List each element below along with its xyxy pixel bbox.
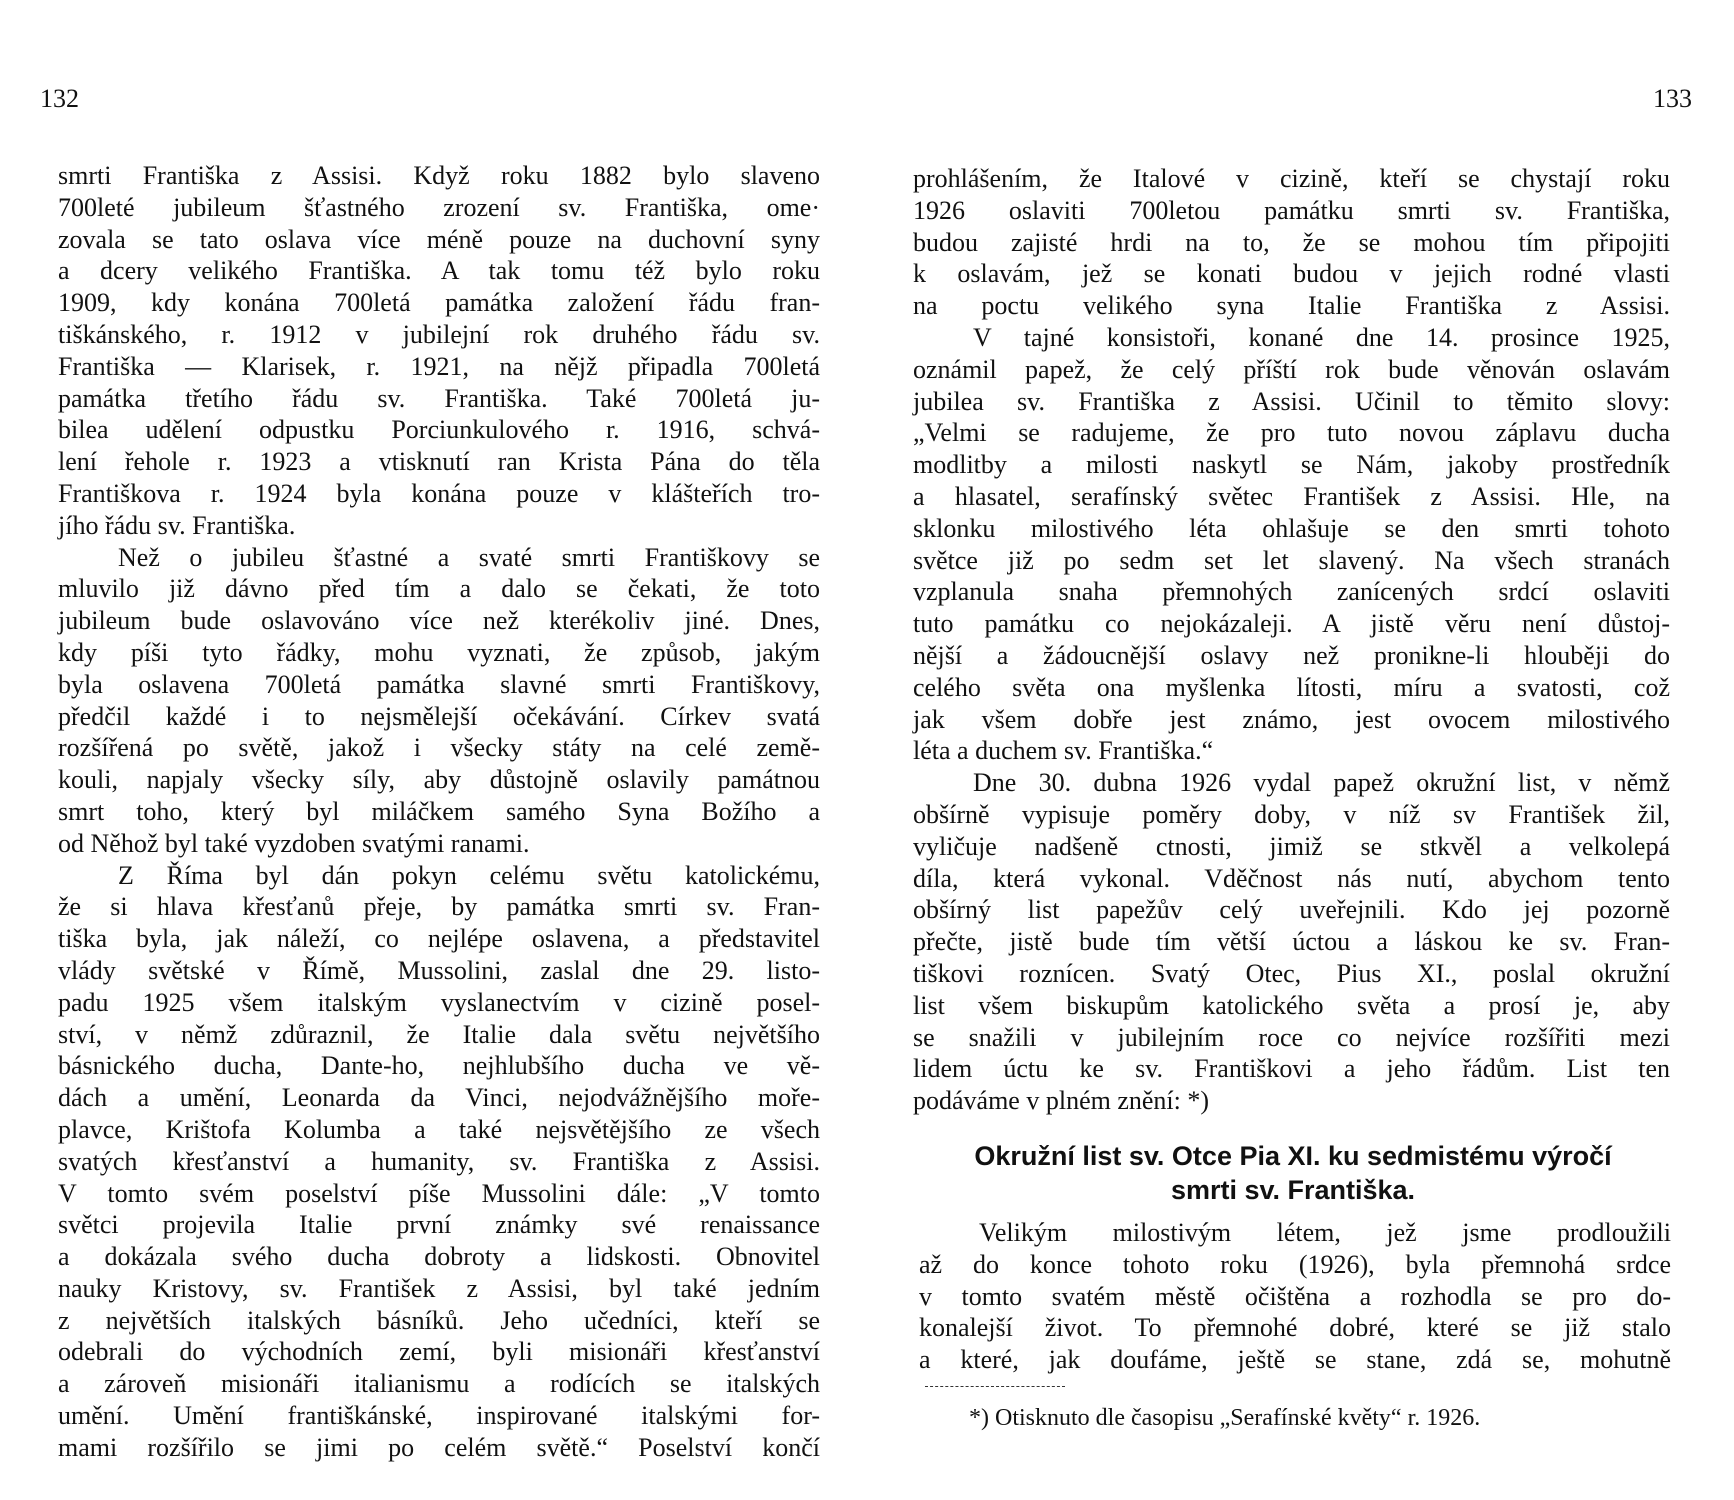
text-line: V tajné konsistoři, konané dne 14. prosince 1925, — [973, 322, 1670, 352]
left-page-text — [58, 160, 820, 1464]
footnote: *) Otisknuto dle časopisu „Serafínské květy“ r. 1926. — [969, 1405, 1481, 1431]
text-line: se snažili v jubilejním roce co nejvíce rozšířiti mezi — [913, 1022, 1670, 1052]
text-line: z největších italských básníků. Jeho učedníci, kteří se — [58, 1305, 820, 1335]
text-line: nější a žádoucnější oslavy než pronikne-li hlouběji do — [913, 640, 1670, 670]
text-line: „Velmi se radujeme, že pro tuto novou záplavu ducha — [913, 418, 1670, 448]
text-line: vzplanula snaha přemnohých zanícených srdcí oslaviti — [913, 577, 1670, 607]
text-line: na poctu velikého syna Italie Františka z Assisi. — [913, 291, 1670, 321]
text-line: tuto památku co nejokázaleji. A jistě věru není důstoj- — [913, 609, 1670, 639]
text-line: lidem úctu ke sv. Františkovi a jeho řádům. List ten — [913, 1054, 1670, 1084]
encyclical-text — [919, 1217, 1671, 1376]
heading-line: smrti sv. Františka. — [1170, 1175, 1416, 1205]
text-line: kouli, napjaly všecky síly, aby důstojně oslavily památnou — [58, 765, 820, 795]
text-line: přečte, jistě bude tím větší úctou a láskou ke sv. Fran- — [913, 927, 1670, 957]
text-line: k oslavám, jež se konati budou v jejich rodné vlasti — [913, 259, 1670, 289]
text-line: jubileum bude oslavováno více než kterékoliv jiné. Dnes, — [58, 606, 820, 636]
text-line: odebrali do východních zemí, byli misionáři křesťanství — [58, 1337, 820, 1367]
right-page-text — [913, 163, 1670, 1117]
text-line: předčil každé i to nejsmělejší očekávání. Církev svatá — [58, 701, 820, 731]
text-line: smrti Františka z Assisi. Když roku 1882 bylo slaveno — [58, 161, 820, 190]
text-line: smrt toho, který byl miláčkem samého Syna Božího a — [58, 796, 820, 826]
text-line: vlády světské v Římě, Mussolini, zaslal dne 29. listo- — [58, 955, 820, 985]
text-line: Než o jubileu šťastné a svaté smrti Františkovy se — [118, 542, 820, 572]
text-line: díla, která vykonal. Vděčnost nás nutí, abychom tento — [913, 863, 1670, 893]
text-line: Františka — Klarisek, r. 1921, na nějž připadla 700letá — [58, 351, 820, 381]
text-line: tiška byla, jak náleží, co nejlépe oslavena, a představitel — [58, 924, 820, 954]
text-line: svatých křesťanství a humanity, sv. Františka z Assisi. — [58, 1146, 820, 1176]
text-line: obšírně vypisuje poměry doby, v níž sv František žil, — [913, 799, 1670, 829]
right-page — [867, 0, 1734, 1500]
text-line: Velikým milostivým létem, jež jsme prodloužili — [979, 1218, 1671, 1247]
text-line: jubilea sv. Františka z Assisi. Učinil to těmito slovy: — [913, 386, 1670, 416]
text-line: jak všem dobře jest známo, jest ovocem milostivého — [913, 704, 1670, 734]
text-line: oznámil papež, že celý příští rok bude věnován oslavám — [913, 354, 1670, 384]
text-line: až do konce tohoto roku (1926), byla přemnohá srdce — [919, 1249, 1671, 1279]
page-number-left: 132 — [40, 84, 79, 113]
encyclical-heading — [913, 1139, 1673, 1207]
text-line: vyličuje nadšeně ctnosti, jimiž se stkvěl a velkolepá — [913, 831, 1670, 861]
text-line: byla oslavena 700letá památka slavné smrti Františkovy, — [58, 669, 820, 699]
text-line: list všem biskupům katolického světa a prosí je, aby — [913, 990, 1670, 1020]
text-line: 1926 oslaviti 700letou památku smrti sv. Františka, — [913, 195, 1670, 225]
text-line: plavce, Krištofa Kolumba a také nejsvětějšího ze všech — [58, 1114, 820, 1144]
text-line: celého světa ona myšlenka lítosti, míru a svatosti, což — [913, 672, 1670, 702]
text-line: budou zajisté hrdi na to, že se mohou tím připojiti — [913, 227, 1670, 257]
footnote-rule — [925, 1386, 1065, 1387]
text-line: a zároveň misionáři italianismu a rodících se italských — [58, 1369, 820, 1399]
text-line: nauky Kristovy, sv. František z Assisi, byl také jedním — [58, 1273, 820, 1303]
text-line: konalejší život. To přemnohé dobré, které se již stalo — [919, 1313, 1671, 1343]
text-line: rozšířená po světě, jakož i všecky státy na celé země- — [58, 733, 820, 763]
text-line: zovala se tato oslava více méně pouze na duchovní syny — [58, 224, 820, 254]
text-line: od Něhož byl také vyzdoben svatými ranami. — [58, 828, 530, 858]
text-line: V tomto svém poselství píše Mussolini dále: „V tomto — [58, 1178, 820, 1208]
text-line: modlitby a milosti naskytl se Nám, jakoby prostředník — [913, 450, 1670, 480]
text-line: mami rozšířilo se jimi po celém světě.“ Poselství končí — [58, 1432, 820, 1462]
text-line: a které, jak doufáme, ještě se stane, zdá se, mohutně — [919, 1345, 1671, 1375]
page-number-right: 133 — [1653, 84, 1692, 113]
text-line: světce již po sedm set let slavený. Na všech stranách — [913, 545, 1670, 575]
text-line: léta a duchem sv. Františka.“ — [913, 736, 1214, 766]
text-line: Z Říma byl dán pokyn celému světu katolickému, — [118, 860, 820, 890]
heading-line: Okružní list sv. Otce Pia XI. ku sedmistému výročí — [974, 1141, 1612, 1171]
text-line: Dne 30. dubna 1926 vydal papež okružní list, v němž — [973, 768, 1670, 798]
text-line: tiškánského, r. 1912 v jubilejní rok druhého řádu sv. — [58, 319, 820, 349]
text-line: že si hlava křesťanů přeje, by památka smrti sv. Fran- — [58, 892, 820, 922]
text-line: básnického ducha, Dante-ho, nejhlubšího ducha ve vě- — [58, 1051, 820, 1081]
text-line: a dcery velikého Františka. A tak tomu též bylo roku — [58, 256, 820, 286]
text-line: obšírný list papežův celý uveřejnili. Kdo jej pozorně — [913, 895, 1670, 925]
text-line: 1909, kdy konána 700letá památka založení řádu fran- — [58, 288, 820, 318]
text-line: a hlasatel, serafínský světec František z Assisi. Hle, na — [913, 481, 1670, 511]
text-line: prohlášením, že Italové v cizině, kteří se chystají roku — [913, 164, 1670, 193]
text-line: dách a umění, Leonarda da Vinci, nejodvážnějšího moře- — [58, 1083, 820, 1113]
text-line: památka třetího řádu sv. Františka. Také 700letá ju- — [58, 383, 820, 413]
text-line: světci projevila Italie první známky své renaissance — [58, 1210, 820, 1240]
text-line: Františkova r. 1924 byla konána pouze v klášteřích tro- — [58, 478, 820, 508]
text-line: sklonku milostivého léta ohlašuje se den smrti tohoto — [913, 513, 1670, 543]
text-line: mluvilo již dávno před tím a dalo se čekati, že toto — [58, 574, 820, 604]
text-line: tiškovi roznícen. Svatý Otec, Pius XI., poslal okružní — [913, 958, 1670, 988]
text-line: jího řádu sv. Františka. — [58, 510, 296, 540]
text-line: padu 1925 všem italským vyslanectvím v cizině posel- — [58, 987, 820, 1017]
text-line: umění. Umění františkánské, inspirované italskými for- — [58, 1401, 820, 1431]
text-line: podáváme v plném znění: *) — [913, 1086, 1210, 1116]
text-line: kdy píši tyto řádky, mohu vyznati, že způsob, jakým — [58, 637, 820, 667]
text-line: v tomto svatém městě očištěna a rozhodla se pro do- — [919, 1281, 1671, 1311]
text-line: 700leté jubileum šťastného zrození sv. Františka, ome· — [58, 192, 820, 222]
text-line: lení řehole r. 1923 a vtisknutí ran Krista Pána do těla — [58, 447, 820, 477]
text-line: ství, v němž zdůraznil, že Italie dala světu největšího — [58, 1019, 820, 1049]
text-line: a dokázala svého ducha dobroty a lidskosti. Obnovitel — [58, 1242, 820, 1272]
text-line: bilea udělení odpustku Porciunkulového r. 1916, schvá- — [58, 415, 820, 445]
